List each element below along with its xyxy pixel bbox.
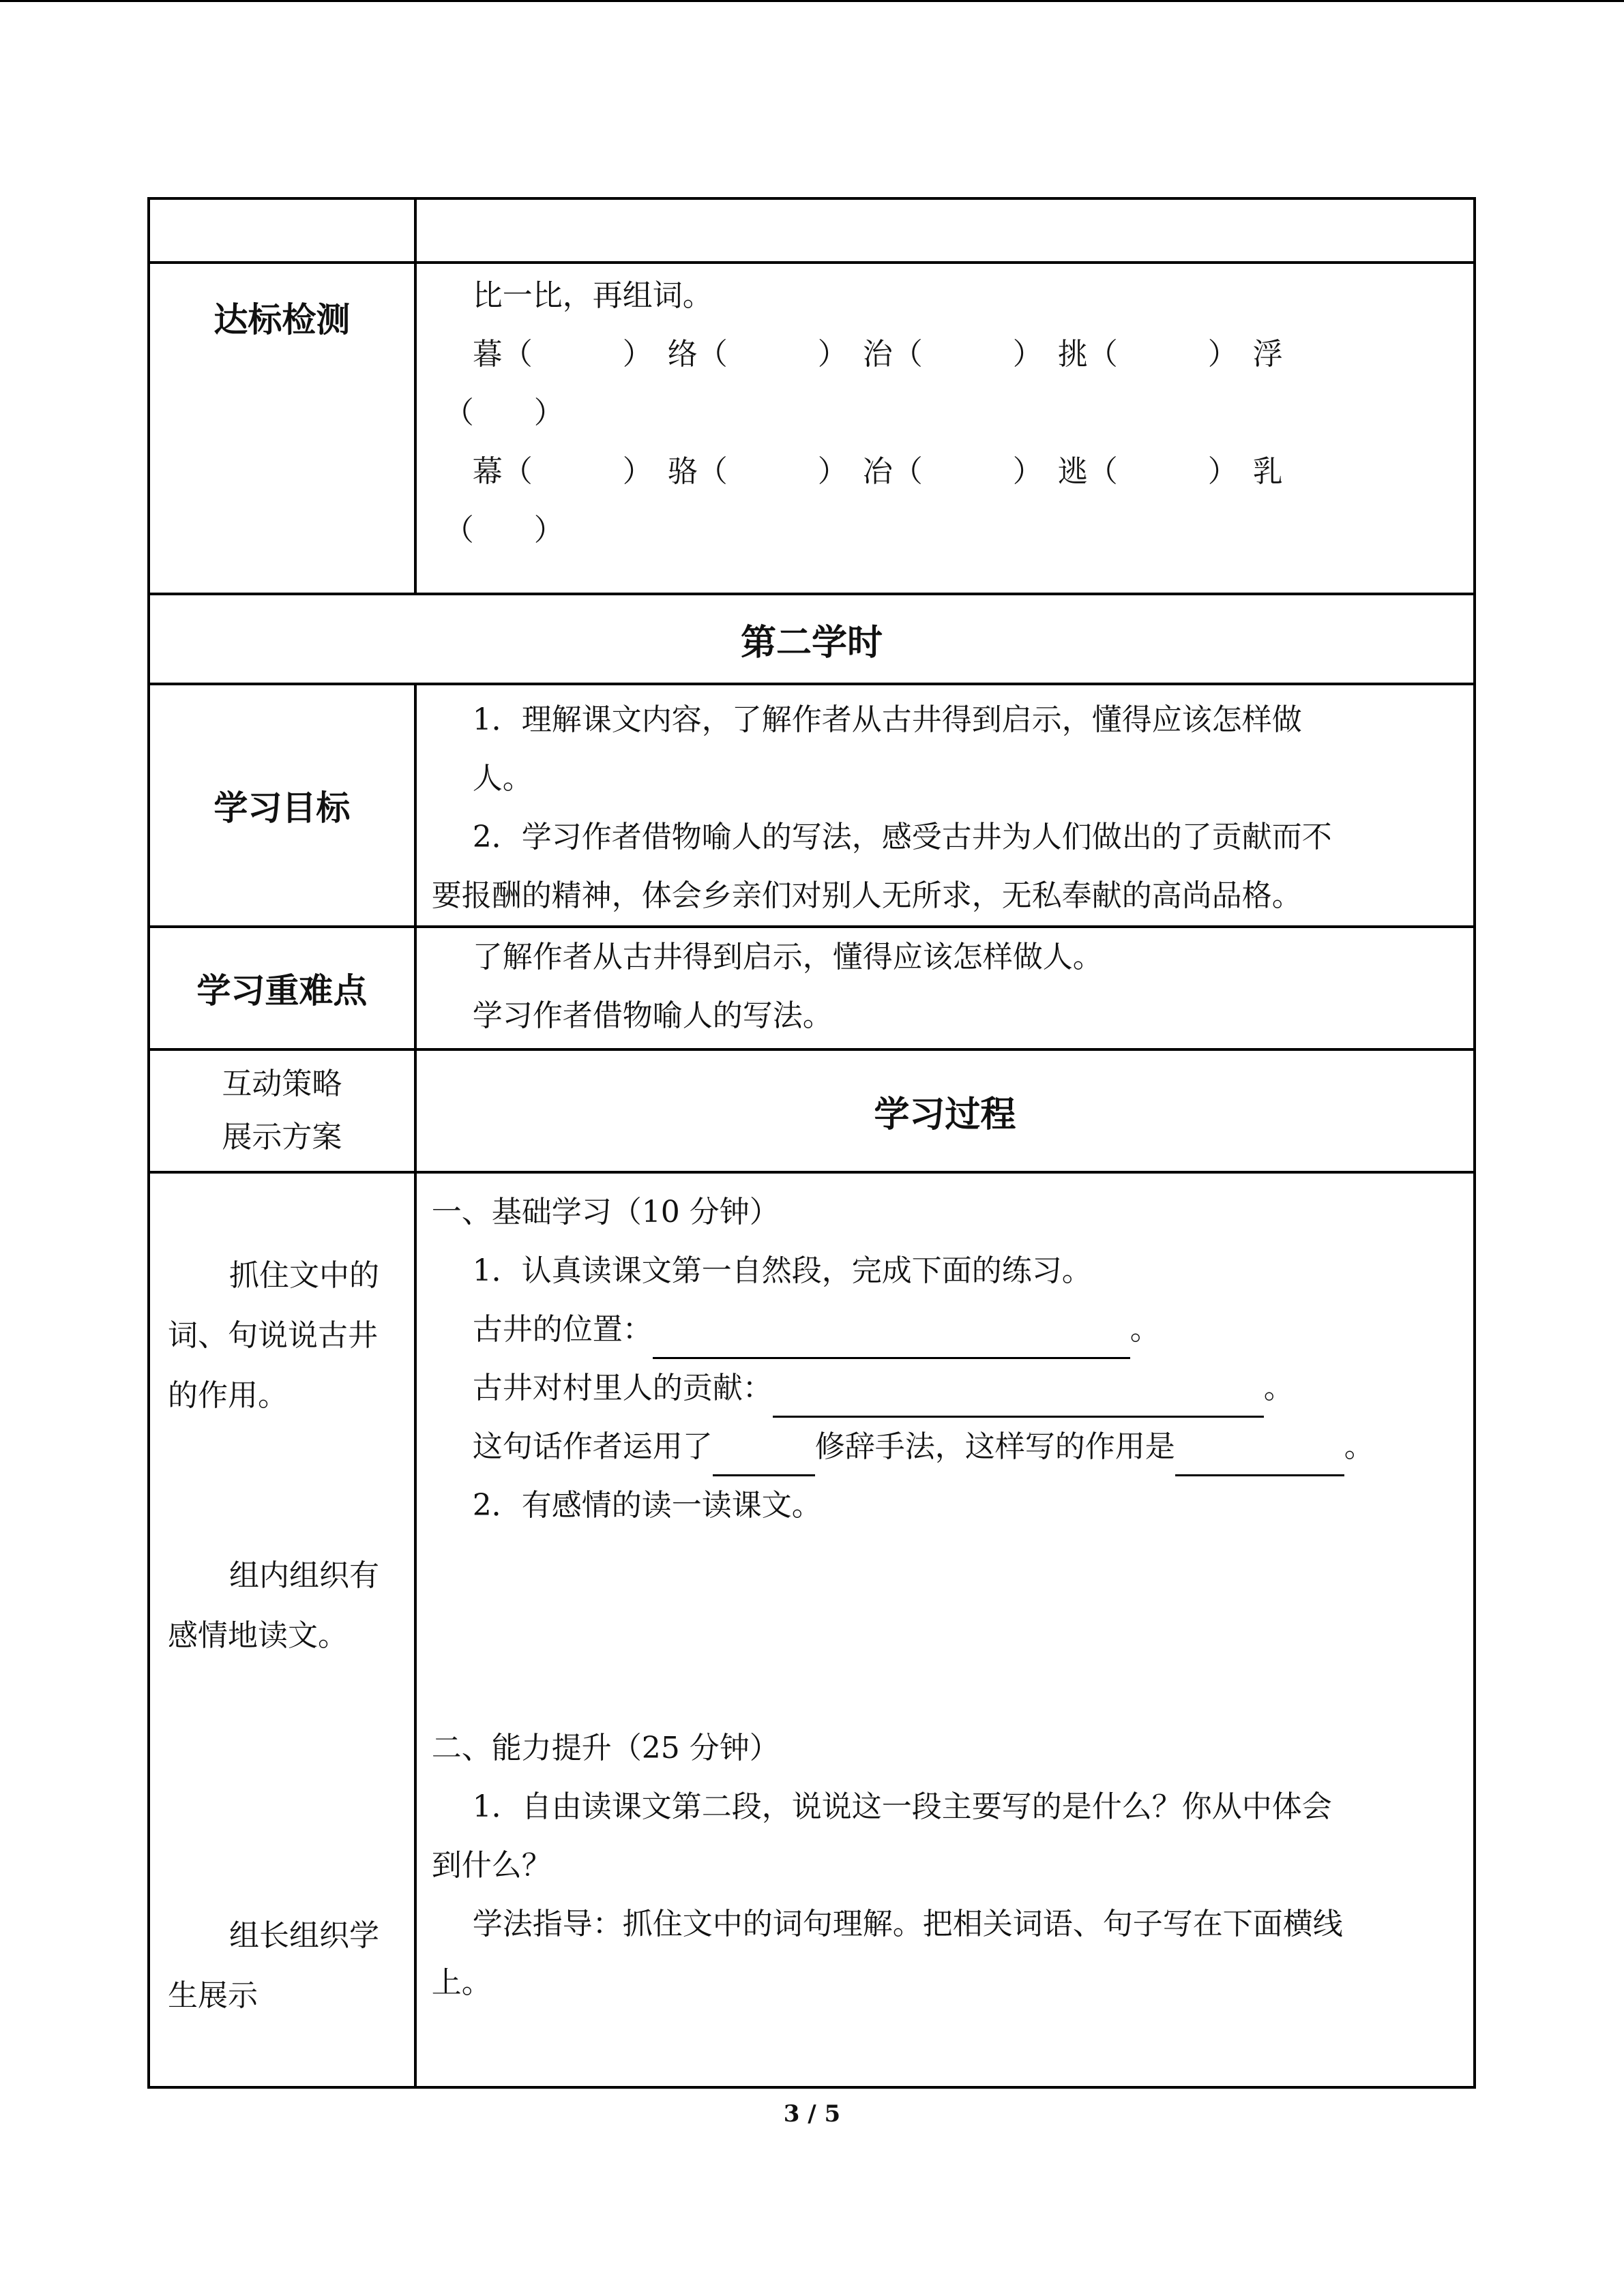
question-rhetoric-b: 修辞手法，这样写的作用是 [814,1429,1175,1464]
strategy-line-2: 展示方案 [222,1120,342,1154]
lesson-plan-table [147,197,1476,2089]
note-1b: 词、句说说古井 [168,1318,378,1353]
method-guide-a: 学法指导：抓住文中的词句理解。把相关词语、句子写在下面横线 [472,1907,1343,1941]
table-row-process [149,1172,1475,2087]
empty-cell-right [415,198,1475,263]
keypoints-content [415,927,1475,1049]
table-row-keypoints [149,927,1475,1049]
note-3b: 生展示 [168,1978,258,2013]
process-step-1: 1．认真读课文第一自然段，完成下面的练习。 [472,1253,1092,1288]
goal-2a: 2．学习作者借物喻人的写法，感受古井为人们做出的了贡献而不 [472,820,1332,854]
method-guide-b: 上。 [431,1965,492,2000]
note-3a: 组长组织学 [229,1918,379,1953]
answer-blank-rhetoric[interactable] [713,1433,815,1476]
question-contribution-label: 古井对村里人的贡献： [472,1371,773,1405]
question-location [417,1300,1473,1359]
check-line-2-wrap: （ ） [443,513,564,548]
process-step-2: 2．有感情的读一读课文。 [472,1488,822,1523]
goals-label: 学习目标 [149,684,415,927]
top-border [0,0,1624,2]
process-step-3b: 到什么？ [431,1848,552,1883]
answer-blank-location[interactable] [653,1316,1130,1359]
note-1a: 抓住文中的 [229,1258,379,1293]
keypoint-2: 学习作者借物喻人的写法。 [472,998,833,1033]
check-label: 达标检测 [149,263,415,594]
check-content [415,263,1475,594]
document-page [147,197,1476,2089]
goal-1a: 1．理解课文内容，了解作者从古井得到启示，懂得应该怎样做 [472,702,1302,737]
check-line-1-wrap: （ ） [443,396,564,430]
page-number: 3 / 5 [783,2100,841,2128]
table-row-process-header [149,1049,1475,1172]
table-row-check [149,263,1475,594]
section-title: 第二学时 [149,594,1475,684]
process-title: 学习过程 [415,1049,1475,1172]
note-2b: 感情地读文。 [168,1618,348,1653]
question-rhetoric-a: 这句话作者运用了 [472,1429,713,1464]
period-2: 。 [1263,1371,1294,1405]
keypoints-label: 学习重难点 [149,927,415,1049]
process-heading-1: 一、基础学习（10 分钟） [431,1195,780,1229]
table-row-goals [149,684,1475,927]
goal-1b: 人。 [472,761,533,796]
answer-blank-contribution[interactable] [773,1375,1264,1418]
keypoint-1: 了解作者从古井得到启示，懂得应该怎样做人。 [472,940,1103,974]
goal-2b: 要报酬的精神，体会乡亲们对别人无所求，无私奉献的高尚品格。 [431,878,1302,913]
strategy-header [149,1049,415,1172]
table-row-section2 [149,594,1475,684]
goals-content [415,684,1475,927]
question-location-label: 古井的位置： [472,1312,653,1347]
period-3: 。 [1344,1429,1374,1464]
strategy-line-1: 互动策略 [222,1067,342,1101]
question-contribution [417,1359,1473,1418]
check-line-1: 暮（ ） 络（ ） 治（ ） 挑（ ） 浮 [472,337,1283,372]
answer-blank-effect[interactable] [1175,1433,1344,1476]
process-step-3a: 1．自由读课文第二段，说说这一段主要写的是什么？你从中体会 [472,1789,1332,1824]
question-rhetoric [417,1418,1473,1476]
empty-cell-left [149,198,415,263]
process-heading-2: 二、能力提升（25 分钟） [431,1731,780,1765]
check-intro: 比一比，再组词。 [472,278,713,313]
table-row-empty [149,198,1475,263]
note-1c: 的作用。 [168,1378,288,1413]
period-1: 。 [1130,1312,1160,1347]
process-content [415,1172,1475,2087]
note-2a: 组内组织有 [229,1558,379,1593]
left-notes [149,1172,415,2087]
check-line-2: 幕（ ） 骆（ ） 冶（ ） 逃（ ） 乳 [472,454,1283,489]
